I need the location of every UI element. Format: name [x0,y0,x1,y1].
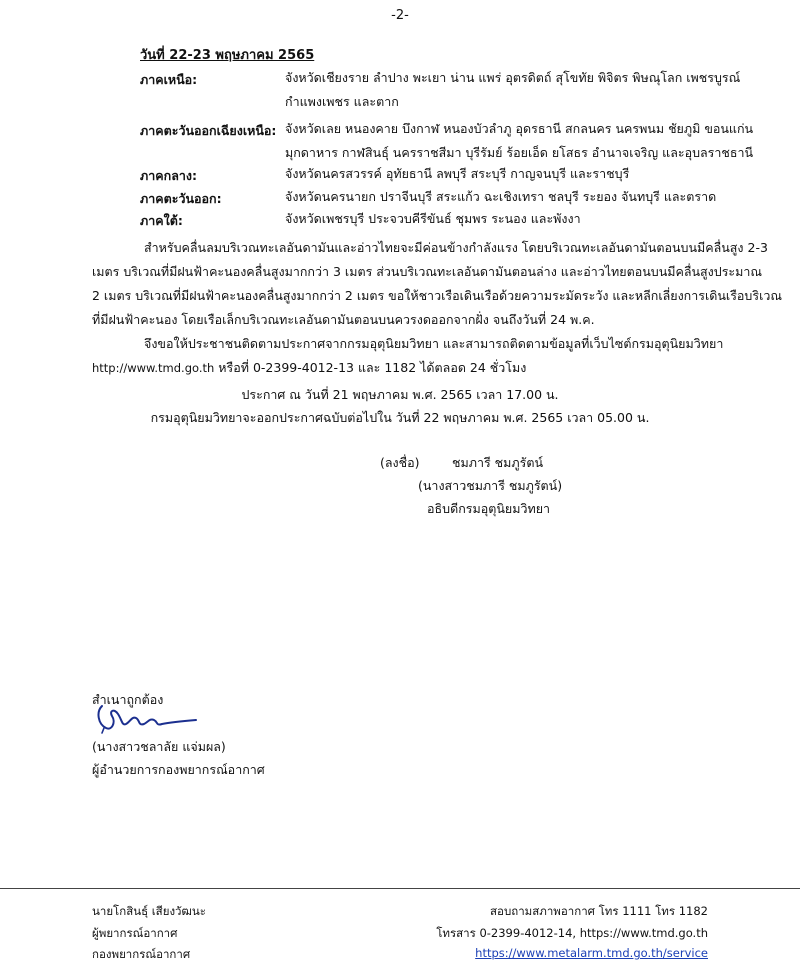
footer-division: กองพยากรณ์อากาศ [92,947,191,961]
certifier-name: (นางสาวชลาลัย แจ่มผล) [92,739,226,754]
wave-paragraph [92,236,792,332]
certifier-title: ผู้อำนวยการกองพยากรณ์อากาศ [92,762,265,777]
region-provinces [285,117,765,165]
next-issue-line: กรมอุตุนิยมวิทยาจะออกประกาศฉบับต่อไปใน วันที่ 22 พฤษภาคม พ.ศ. 2565 เวลา 05.00 น. [150,410,650,425]
region-label: ภาคตะวันออก: [140,191,222,206]
handwritten-signature [92,702,202,736]
region-line: จังหวัดนครสวรรค์ อุทัยธานี ลพบุรี สระบุรี กาญจนบุรี และราชบุรี [285,166,630,181]
region-label: ภาคตะวันออกเฉียงเหนือ: [140,123,277,138]
paragraph-line [92,356,792,380]
region-label: ภาคใต้: [140,213,183,228]
paragraph-line: เมตร บริเวณที่มีฝนฟ้าคะนองคลื่นสูงมากกว่า 3 เมตร ส่วนบริเวณทะเลอันดามันตอนล่าง และอ่าวไทยตอนบนมีคลื่นสูงประมาณ [92,264,763,279]
region-line: มุกดาหาร กาฬสินธุ์ นครราชสีมา บุรีรัมย์ ร้อยเอ็ด ยโสธร อำนาจเจริญ และอุบลราชธานี [285,145,754,160]
announce-line: ประกาศ ณ วันที่ 21 พฤษภาคม พ.ศ. 2565 เวลา 17.00 น. [241,387,559,402]
footer-phone: สอบถามสภาพอากาศ โทร 1111 โทร 1182 [490,904,708,918]
footer-forecaster-role: ผู้พยากรณ์อากาศ [92,926,178,940]
paragraph-line: 2 เมตร บริเวณที่มีฝนฟ้าคะนองคลื่นสูงมากกว่า 2 เมตร ขอให้ชาวเรือเดินเรือด้วยความระมัดระวัง และหลีกเลี่ยงการเดินเรือบริเวณ [92,288,782,303]
region-label: ภาคเหนือ: [140,72,198,87]
region-provinces [285,66,765,114]
paragraph-line: ที่มีฝนฟ้าคะนอง โดยเรือเล็กบริเวณทะเลอันดามันตอนบนควรงดออกจากฝั่ง จนถึงวันที่ 24 พ.ค. [92,312,595,327]
metalarm-service-link[interactable]: https://www.metalarm.tmd.go.th/service [475,946,708,960]
footer-divider [0,888,800,889]
paragraph-line: สำหรับคลื่นลมบริเวณทะเลอันดามันและอ่าวไทยจะมีค่อนข้างกำลังแรง โดยบริเวณทะเลอันดามันตอนบนมีคลื่นสูง 2-3 [144,240,768,255]
page-number: -2- [391,8,409,23]
certified-copy-label: สำเนาถูกต้อง [92,692,164,707]
region-line: จังหวัดนครนายก ปราจีนบุรี สระแก้ว ฉะเชิงเทรา ชลบุรี ระยอง จันทบุรี และตราด [285,189,717,204]
region-label: ภาคกลาง: [140,168,197,183]
paragraph-line: จึงขอให้ประชาชนติดตามประกาศจากกรมอุตุนิยมวิทยา และสามารถติดตามข้อมูลที่เว็บไซต์กรมอุตุนิยมวิทยา [144,336,724,351]
region-line: จังหวัดเชียงราย ลำปาง พะเยา น่าน แพร่ อุตรดิตถ์ สุโขทัย พิจิตร พิษณุโลก เพชรบูรณ์ [285,70,741,85]
signed-label: (ลงชื่อ) [380,455,420,470]
region-provinces [285,185,765,209]
region-line: จังหวัดเพชรบุรี ประจวบคีรีขันธ์ ชุมพร ระนอง และพังงา [285,211,581,226]
follow-paragraph [92,332,792,380]
signed-name: ชมภารี ชมภูรัตน์ [452,455,544,470]
director-full-name: (นางสาวชมภารี ชมภูรัตน์) [418,478,563,493]
director-title: อธิบดีกรมอุตุนิยมวิทยา [427,501,551,516]
footer-fax: โทรสาร 0-2399-4012-14, https://www.tmd.go.th [436,926,708,940]
contact-phone-text: หรือที่ 0-2399-4012-13 และ 1182 ได้ตลอด 24 ชั่วโมง [214,360,527,375]
footer-forecaster-name: นายโกสินธุ์ เสียงวัฒนะ [92,904,206,918]
region-line: จังหวัดเลย หนองคาย บึงกาฬ หนองบัวลำภู อุดรธานี สกลนคร นครพนม ชัยภูมิ ขอนแก่น [285,121,754,136]
region-line: กำแพงเพชร และตาก [285,94,399,109]
date-heading: วันที่ 22-23 พฤษภาคม 2565 [140,48,315,63]
tmd-url-link[interactable]: http://www.tmd.go.th [92,361,215,375]
region-provinces [285,207,765,231]
region-provinces [285,162,765,186]
